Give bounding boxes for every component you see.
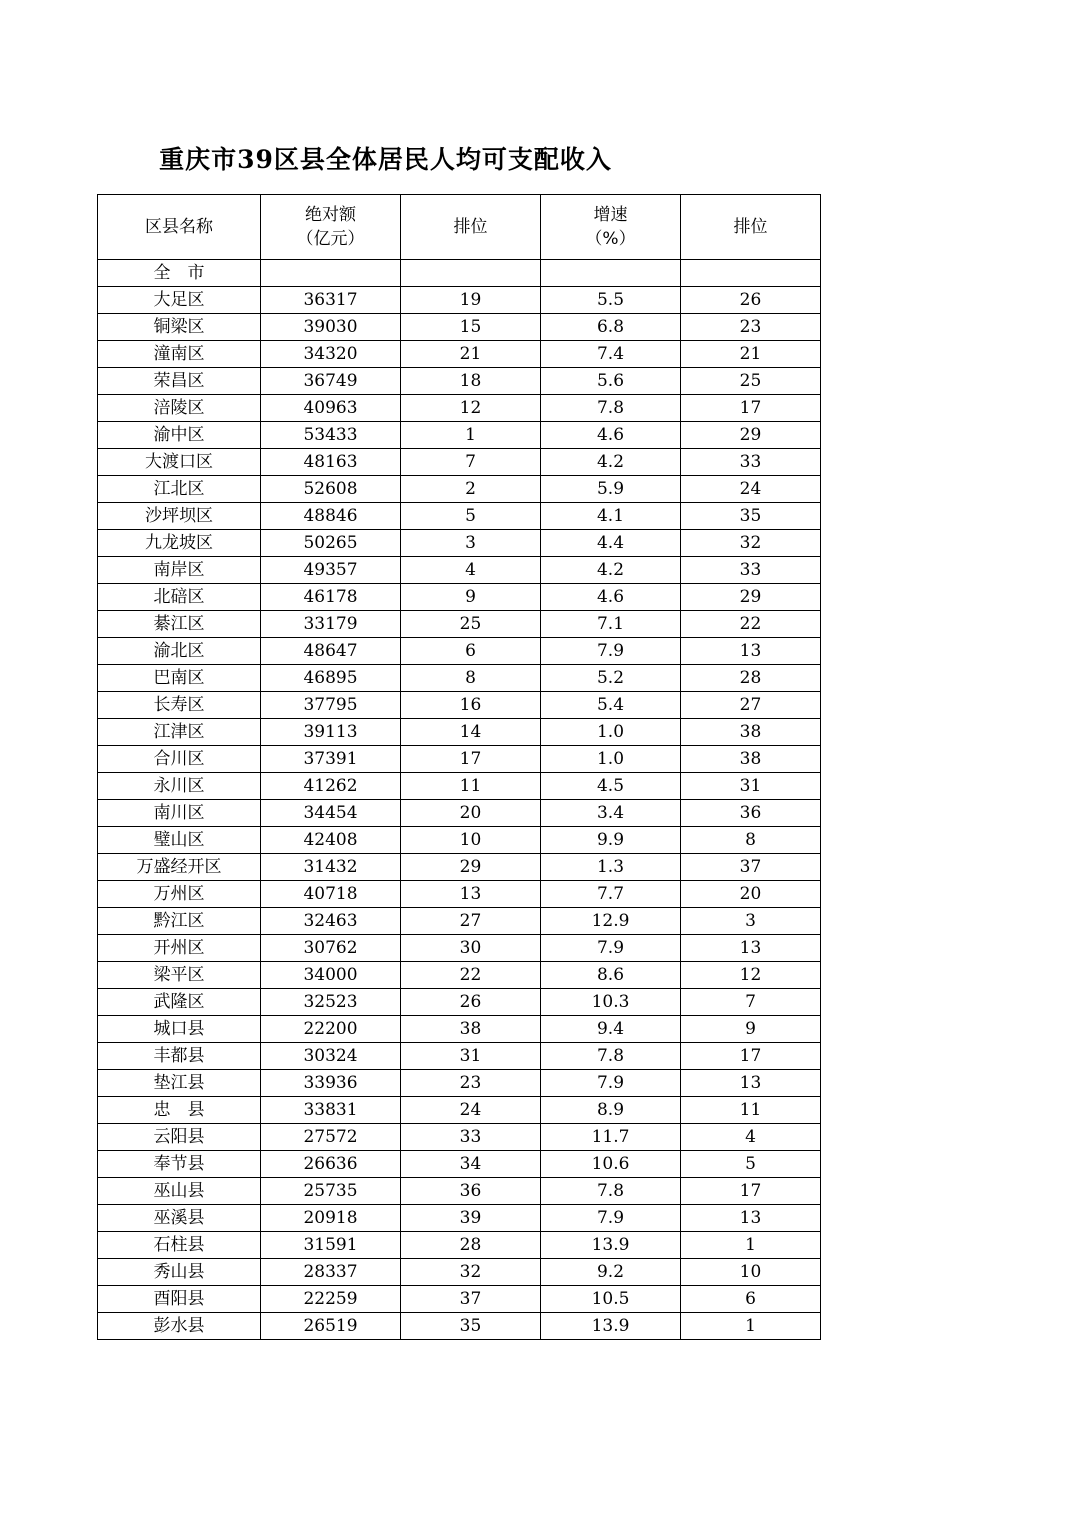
cell-growth: 8.6 (541, 962, 681, 989)
cell-rank-absolute: 39 (401, 1205, 541, 1232)
cell-rank-absolute: 1 (401, 422, 541, 449)
cell-growth: 9.2 (541, 1259, 681, 1286)
cell-growth: 5.6 (541, 368, 681, 395)
cell-district-name: 九龙坡区 (98, 530, 261, 557)
cell-rank-absolute: 30 (401, 935, 541, 962)
cell-rank-growth: 32 (681, 530, 821, 557)
table-row (98, 1178, 821, 1205)
cell-rank-absolute: 33 (401, 1124, 541, 1151)
cell-absolute: 28337 (261, 1259, 401, 1286)
cell-district-name: 开州区 (98, 935, 261, 962)
cell-growth: 4.2 (541, 557, 681, 584)
cell-growth: 7.7 (541, 881, 681, 908)
cell-rank-absolute: 3 (401, 530, 541, 557)
cell-absolute: 40963 (261, 395, 401, 422)
cell-absolute: 48846 (261, 503, 401, 530)
cell-growth: 1.0 (541, 719, 681, 746)
table-row (98, 557, 821, 584)
cell-district-name: 北碚区 (98, 584, 261, 611)
cell-absolute: 27572 (261, 1124, 401, 1151)
cell-absolute: 22259 (261, 1286, 401, 1313)
cell-rank-growth: 22 (681, 611, 821, 638)
cell-growth: 7.8 (541, 1178, 681, 1205)
cell-absolute: 39113 (261, 719, 401, 746)
cell-absolute: 41262 (261, 773, 401, 800)
header-absolute-line1: 绝对额 (305, 205, 356, 225)
table-row (98, 1097, 821, 1124)
cell-rank-growth: 25 (681, 368, 821, 395)
cell-absolute: 52608 (261, 476, 401, 503)
cell-absolute: 30324 (261, 1043, 401, 1070)
cell-growth: 5.4 (541, 692, 681, 719)
cell-absolute: 39030 (261, 314, 401, 341)
cell-district-name: 江北区 (98, 476, 261, 503)
cell-growth: 7.9 (541, 1205, 681, 1232)
cell-district-name: 涪陵区 (98, 395, 261, 422)
cell-growth (541, 260, 681, 287)
cell-rank-growth: 24 (681, 476, 821, 503)
cell-rank-growth: 10 (681, 1259, 821, 1286)
cell-rank-absolute: 28 (401, 1232, 541, 1259)
cell-absolute: 33831 (261, 1097, 401, 1124)
header-rank-absolute: 排位 (401, 195, 541, 260)
cell-rank-growth: 5 (681, 1151, 821, 1178)
table-row (98, 368, 821, 395)
table-row (98, 422, 821, 449)
table-header (98, 195, 821, 260)
table-row (98, 854, 821, 881)
cell-district-name: 永川区 (98, 773, 261, 800)
table-row (98, 638, 821, 665)
cell-district-name: 奉节县 (98, 1151, 261, 1178)
table-row (98, 1205, 821, 1232)
cell-district-name: 铜梁区 (98, 314, 261, 341)
header-row (98, 195, 821, 260)
cell-rank-growth: 17 (681, 1178, 821, 1205)
cell-rank-absolute: 14 (401, 719, 541, 746)
cell-absolute: 36749 (261, 368, 401, 395)
cell-rank-growth: 13 (681, 1205, 821, 1232)
cell-rank-growth: 9 (681, 1016, 821, 1043)
cell-rank-absolute: 16 (401, 692, 541, 719)
cell-rank-growth: 33 (681, 557, 821, 584)
cell-rank-growth: 38 (681, 719, 821, 746)
cell-growth: 4.2 (541, 449, 681, 476)
table-row (98, 827, 821, 854)
cell-rank-growth: 26 (681, 287, 821, 314)
cell-growth: 7.8 (541, 1043, 681, 1070)
table-row (98, 314, 821, 341)
cell-district-name: 渝北区 (98, 638, 261, 665)
cell-rank-absolute: 4 (401, 557, 541, 584)
cell-rank-growth: 6 (681, 1286, 821, 1313)
cell-rank-absolute (401, 260, 541, 287)
cell-rank-growth: 20 (681, 881, 821, 908)
cell-district-name: 秀山县 (98, 1259, 261, 1286)
cell-absolute: 30762 (261, 935, 401, 962)
cell-district-name: 垫江县 (98, 1070, 261, 1097)
cell-growth: 4.4 (541, 530, 681, 557)
cell-growth: 7.9 (541, 935, 681, 962)
header-name: 区县名称 (98, 195, 261, 260)
cell-absolute: 37795 (261, 692, 401, 719)
cell-rank-absolute: 38 (401, 1016, 541, 1043)
table-row (98, 1124, 821, 1151)
header-absolute (261, 195, 401, 260)
cell-district-name: 忠 县 (98, 1097, 261, 1124)
cell-growth: 10.3 (541, 989, 681, 1016)
cell-rank-absolute: 32 (401, 1259, 541, 1286)
cell-rank-absolute: 23 (401, 1070, 541, 1097)
cell-absolute: 20918 (261, 1205, 401, 1232)
cell-rank-growth: 37 (681, 854, 821, 881)
cell-growth: 5.5 (541, 287, 681, 314)
cell-absolute: 48647 (261, 638, 401, 665)
table-row (98, 908, 821, 935)
cell-district-name: 武隆区 (98, 989, 261, 1016)
cell-district-name: 云阳县 (98, 1124, 261, 1151)
cell-rank-absolute: 27 (401, 908, 541, 935)
cell-growth: 10.6 (541, 1151, 681, 1178)
header-growth (541, 195, 681, 260)
cell-growth: 1.3 (541, 854, 681, 881)
table-row (98, 800, 821, 827)
cell-growth: 9.4 (541, 1016, 681, 1043)
cell-absolute: 53433 (261, 422, 401, 449)
cell-growth: 11.7 (541, 1124, 681, 1151)
cell-absolute: 36317 (261, 287, 401, 314)
cell-district-name: 沙坪坝区 (98, 503, 261, 530)
page-title: 重庆市39区县全体居民人均可支配收入 (159, 145, 612, 174)
cell-rank-growth: 7 (681, 989, 821, 1016)
cell-rank-absolute: 2 (401, 476, 541, 503)
cell-rank-growth: 11 (681, 1097, 821, 1124)
cell-district-name: 巫山县 (98, 1178, 261, 1205)
cell-rank-absolute: 5 (401, 503, 541, 530)
cell-growth: 7.1 (541, 611, 681, 638)
cell-rank-absolute: 8 (401, 665, 541, 692)
cell-absolute: 25735 (261, 1178, 401, 1205)
cell-absolute: 34000 (261, 962, 401, 989)
cell-rank-growth: 1 (681, 1313, 821, 1340)
cell-district-name: 城口县 (98, 1016, 261, 1043)
cell-rank-absolute: 11 (401, 773, 541, 800)
cell-rank-absolute: 37 (401, 1286, 541, 1313)
cell-growth: 4.6 (541, 422, 681, 449)
cell-rank-absolute: 26 (401, 989, 541, 1016)
cell-absolute: 34454 (261, 800, 401, 827)
cell-growth: 7.9 (541, 638, 681, 665)
table-body (98, 260, 821, 1340)
cell-absolute: 42408 (261, 827, 401, 854)
table-row (98, 773, 821, 800)
cell-absolute: 34320 (261, 341, 401, 368)
cell-district-name: 彭水县 (98, 1313, 261, 1340)
table-row (98, 1151, 821, 1178)
table-row (98, 1043, 821, 1070)
cell-absolute: 48163 (261, 449, 401, 476)
cell-rank-absolute: 20 (401, 800, 541, 827)
cell-rank-absolute: 22 (401, 962, 541, 989)
cell-growth: 5.2 (541, 665, 681, 692)
cell-rank-absolute: 15 (401, 314, 541, 341)
cell-district-name: 大渡口区 (98, 449, 261, 476)
table-row (98, 719, 821, 746)
cell-district-name: 丰都县 (98, 1043, 261, 1070)
cell-district-name: 全 市 (98, 260, 261, 287)
cell-absolute: 46895 (261, 665, 401, 692)
table-row (98, 1016, 821, 1043)
cell-growth: 1.0 (541, 746, 681, 773)
table-row (98, 746, 821, 773)
cell-absolute: 50265 (261, 530, 401, 557)
cell-growth: 8.9 (541, 1097, 681, 1124)
cell-rank-growth: 27 (681, 692, 821, 719)
cell-growth: 13.9 (541, 1313, 681, 1340)
cell-absolute: 46178 (261, 584, 401, 611)
cell-absolute: 32463 (261, 908, 401, 935)
table-row (98, 1313, 821, 1340)
cell-rank-growth: 13 (681, 1070, 821, 1097)
header-growth-line2: （%） (585, 229, 636, 249)
cell-growth: 7.8 (541, 395, 681, 422)
cell-absolute: 37391 (261, 746, 401, 773)
cell-district-name: 南岸区 (98, 557, 261, 584)
table-row (98, 1232, 821, 1259)
cell-rank-absolute: 18 (401, 368, 541, 395)
cell-district-name: 万州区 (98, 881, 261, 908)
table-row (98, 881, 821, 908)
income-table (97, 194, 821, 1340)
cell-district-name: 荣昌区 (98, 368, 261, 395)
cell-rank-absolute: 19 (401, 287, 541, 314)
cell-rank-growth: 29 (681, 584, 821, 611)
cell-district-name: 合川区 (98, 746, 261, 773)
table-row (98, 287, 821, 314)
cell-growth: 4.5 (541, 773, 681, 800)
table-row (98, 395, 821, 422)
cell-rank-absolute: 13 (401, 881, 541, 908)
cell-absolute: 22200 (261, 1016, 401, 1043)
table-row (98, 530, 821, 557)
cell-absolute: 31432 (261, 854, 401, 881)
cell-rank-growth: 36 (681, 800, 821, 827)
cell-rank-growth: 13 (681, 638, 821, 665)
header-growth-line1: 增速 (593, 205, 628, 225)
table-row (98, 611, 821, 638)
cell-rank-growth: 17 (681, 1043, 821, 1070)
cell-rank-absolute: 31 (401, 1043, 541, 1070)
header-rank-growth: 排位 (681, 195, 821, 260)
cell-rank-growth: 23 (681, 314, 821, 341)
cell-growth: 12.9 (541, 908, 681, 935)
cell-rank-absolute: 12 (401, 395, 541, 422)
table-row (98, 503, 821, 530)
table-row (98, 1070, 821, 1097)
cell-absolute (261, 260, 401, 287)
cell-rank-growth (681, 260, 821, 287)
cell-district-name: 綦江区 (98, 611, 261, 638)
table-row (98, 935, 821, 962)
cell-rank-growth: 12 (681, 962, 821, 989)
cell-rank-absolute: 10 (401, 827, 541, 854)
cell-absolute: 33179 (261, 611, 401, 638)
cell-rank-absolute: 36 (401, 1178, 541, 1205)
cell-rank-growth: 28 (681, 665, 821, 692)
cell-district-name: 潼南区 (98, 341, 261, 368)
header-absolute-line2: （亿元） (296, 229, 365, 249)
table-row (98, 692, 821, 719)
cell-absolute: 31591 (261, 1232, 401, 1259)
table-row (98, 341, 821, 368)
cell-district-name: 酉阳县 (98, 1286, 261, 1313)
table-row (98, 449, 821, 476)
cell-rank-absolute: 25 (401, 611, 541, 638)
table-row (98, 260, 821, 287)
cell-absolute: 49357 (261, 557, 401, 584)
cell-district-name: 璧山区 (98, 827, 261, 854)
cell-district-name: 巴南区 (98, 665, 261, 692)
cell-district-name: 巫溪县 (98, 1205, 261, 1232)
cell-rank-absolute: 17 (401, 746, 541, 773)
cell-district-name: 万盛经开区 (98, 854, 261, 881)
cell-rank-growth: 4 (681, 1124, 821, 1151)
cell-district-name: 大足区 (98, 287, 261, 314)
cell-growth: 10.5 (541, 1286, 681, 1313)
cell-district-name: 石柱县 (98, 1232, 261, 1259)
cell-growth: 4.1 (541, 503, 681, 530)
cell-rank-growth: 21 (681, 341, 821, 368)
cell-rank-growth: 8 (681, 827, 821, 854)
cell-growth: 7.9 (541, 1070, 681, 1097)
table-row (98, 476, 821, 503)
cell-absolute: 32523 (261, 989, 401, 1016)
cell-absolute: 40718 (261, 881, 401, 908)
cell-rank-growth: 31 (681, 773, 821, 800)
table-row (98, 989, 821, 1016)
cell-rank-growth: 33 (681, 449, 821, 476)
cell-rank-absolute: 21 (401, 341, 541, 368)
cell-rank-absolute: 34 (401, 1151, 541, 1178)
cell-growth: 7.4 (541, 341, 681, 368)
cell-growth: 6.8 (541, 314, 681, 341)
table-row (98, 584, 821, 611)
cell-growth: 4.6 (541, 584, 681, 611)
cell-growth: 13.9 (541, 1232, 681, 1259)
cell-district-name: 长寿区 (98, 692, 261, 719)
cell-absolute: 26636 (261, 1151, 401, 1178)
cell-rank-absolute: 7 (401, 449, 541, 476)
cell-rank-absolute: 35 (401, 1313, 541, 1340)
cell-rank-growth: 13 (681, 935, 821, 962)
cell-absolute: 33936 (261, 1070, 401, 1097)
table-row (98, 1286, 821, 1313)
cell-district-name: 梁平区 (98, 962, 261, 989)
cell-rank-growth: 17 (681, 395, 821, 422)
table-row (98, 1259, 821, 1286)
cell-rank-growth: 29 (681, 422, 821, 449)
cell-growth: 3.4 (541, 800, 681, 827)
cell-growth: 5.9 (541, 476, 681, 503)
cell-rank-absolute: 24 (401, 1097, 541, 1124)
cell-district-name: 南川区 (98, 800, 261, 827)
table-row (98, 665, 821, 692)
cell-rank-growth: 35 (681, 503, 821, 530)
cell-district-name: 黔江区 (98, 908, 261, 935)
cell-rank-growth: 3 (681, 908, 821, 935)
cell-rank-absolute: 29 (401, 854, 541, 881)
cell-rank-absolute: 9 (401, 584, 541, 611)
cell-absolute: 26519 (261, 1313, 401, 1340)
cell-rank-growth: 1 (681, 1232, 821, 1259)
table-row (98, 962, 821, 989)
cell-growth: 9.9 (541, 827, 681, 854)
cell-district-name: 渝中区 (98, 422, 261, 449)
cell-rank-absolute: 6 (401, 638, 541, 665)
cell-district-name: 江津区 (98, 719, 261, 746)
cell-rank-growth: 38 (681, 746, 821, 773)
